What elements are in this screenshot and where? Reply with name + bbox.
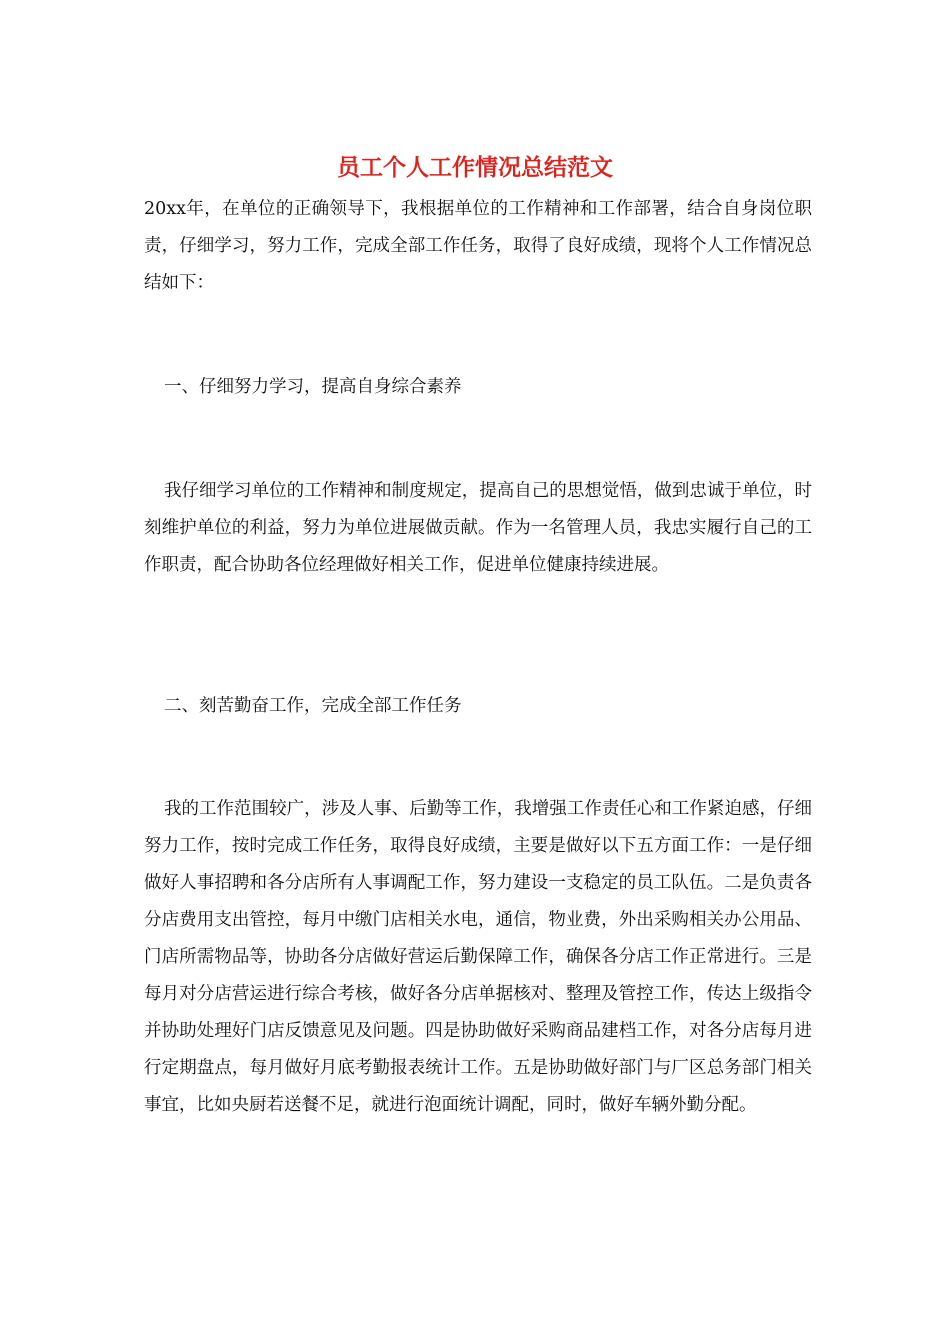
section-2-heading: 二、刻苦勤奋工作，完成全部工作任务 [164,696,462,716]
section-1-paragraph: 我仔细学习单位的工作精神和制度规定，提高自己的思想觉悟，做到忠诚于单位，时刻维护单位的利益，努力为单位进展做贡献。作为一名管理人员，我忠实履行自己的工作职责，配合协助各位经理做好相关工作，促进单位健康持续进展。 [144,481,812,575]
document-title: 员工个人工作情况总结范文 [337,154,613,181]
section-1-heading: 一、仔细努力学习，提高自身综合素养 [164,377,462,397]
intro-paragraph: 20xx年，在单位的正确领导下，我根据单位的工作精神和工作部署，结合自身岗位职责，仔细学习，努力工作，完成全部工作任务，取得了良好成绩，现将个人工作情况总结如下： [144,199,812,293]
section-2-paragraph: 我的工作范围较广，涉及人事、后勤等工作，我增强工作责任心和工作紧迫感，仔细努力工作，按时完成工作任务，取得良好成绩，主要是做好以下五方面工作：一是仔细做好人事招聘和各分店所有人事调配工作，努力建设一支稳定的员工队伍。二是负责各分店费用支出管控，每月中缴门店相关水电，通信，物业费，外出采购相关办公用品、门店所需物品等，协助各分店做好营运后勤保障工作，确保各分店工作正常进行。三是每月对分店营运进行综合考核，做好各分店单据核对、整理及管控工作，传达上级指令并协助处理好门店反馈意见及问题。四是协助做好采购商品建档工作，对各分店每月进行定期盘点，每月做好月底考勤报表统计工作。五是协助做好部门与厂区总务部门相关事宜，比如央厨若送餐不足，就进行泡面统计调配，同时，做好车辆外勤分配。 [144,799,812,1115]
